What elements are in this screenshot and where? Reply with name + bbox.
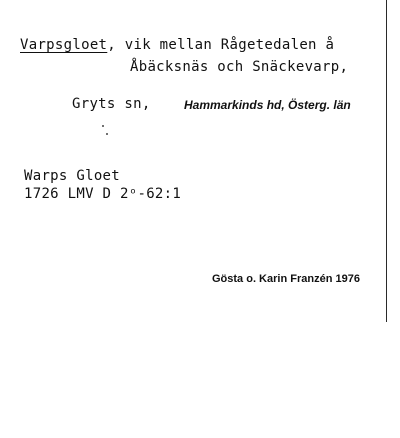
- parish-name: Gryts sn,: [72, 96, 151, 112]
- place-name: Varpsgloet: [20, 37, 108, 53]
- description-line-2: Åbäcksnäs och Snäckevarp,: [130, 59, 349, 75]
- card-edge: [386, 0, 387, 322]
- description-line-1: , vik mellan Rågetedalen å: [107, 37, 335, 53]
- district-name: Hammarkinds hd, Österg. län: [184, 98, 351, 112]
- variant-name: Warps Gloet: [24, 168, 121, 184]
- ink-speck: [106, 133, 108, 135]
- collector-credit: Gösta o. Karin Franzén 1976: [212, 273, 360, 285]
- heading-line-1: [20, 37, 334, 53]
- ink-speck: [102, 125, 104, 127]
- map-reference: 1726 LMV D 2ᵒ-62:1: [24, 186, 182, 202]
